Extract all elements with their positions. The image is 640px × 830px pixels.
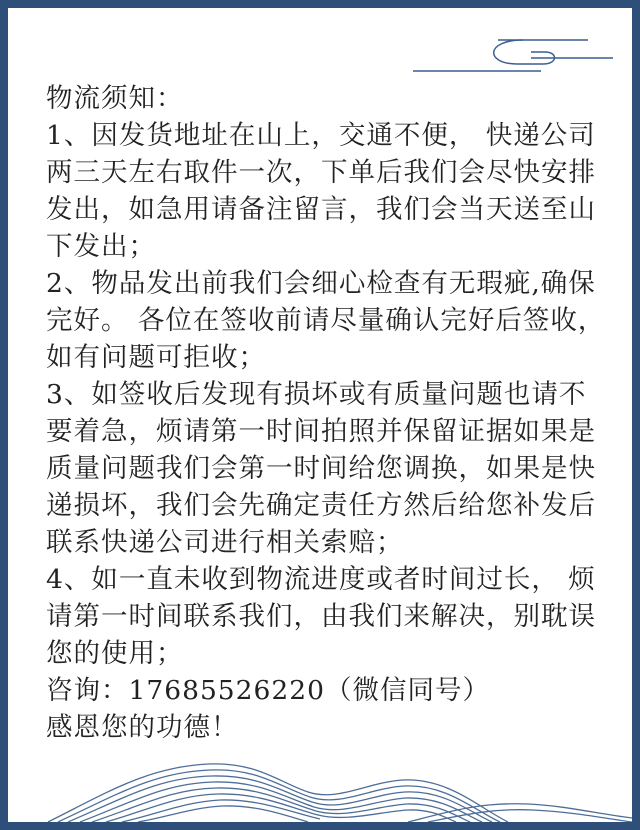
- notice-line: 您的使用；: [46, 638, 184, 669]
- notice-text: [46, 80, 616, 746]
- notice-heading: 物流须知：: [46, 83, 184, 114]
- notice-line: 1、因发货地址在山上，交通不便， 快递公司: [46, 120, 596, 151]
- notice-line: 发出，如急用请备注留言，我们会当天送至山: [46, 194, 596, 225]
- notice-line: 3、如签收后发现有损坏或有质量问题也请不: [46, 379, 587, 410]
- notice-line: 要着急，烦请第一时间拍照并保留证据如果是: [46, 416, 596, 447]
- notice-line: 如有问题可拒收；: [46, 342, 266, 373]
- notice-line: 完好。 各位在签收前请尽量确认完好后签收，: [46, 305, 606, 336]
- notice-line: 2、物品发出前我们会细心检查有无瑕疵,确保: [46, 268, 596, 299]
- notice-line: 请第一时间联系我们，由我们来解决，别耽误: [46, 601, 596, 632]
- wave-swirl-decoration: [413, 28, 640, 78]
- notice-line: 质量问题我们会第一时间给您调换，如果是快: [46, 453, 596, 484]
- notice-line: 联系快递公司进行相关索赔；: [46, 527, 404, 558]
- thanks-line: 感恩您的功德！: [46, 712, 239, 743]
- mountain-wave-decoration: [8, 722, 632, 822]
- notice-line: 下发出；: [46, 231, 156, 262]
- contact-line: 咨询：17685526220（微信同号）: [46, 675, 490, 706]
- notice-line: 4、如一直未收到物流进度或者时间过长， 烦: [46, 564, 596, 595]
- notice-line: 递损坏，我们会先确定责任方然后给您补发后: [46, 490, 596, 521]
- notice-line: 两三天左右取件一次，下单后我们会尽快安排: [46, 157, 596, 188]
